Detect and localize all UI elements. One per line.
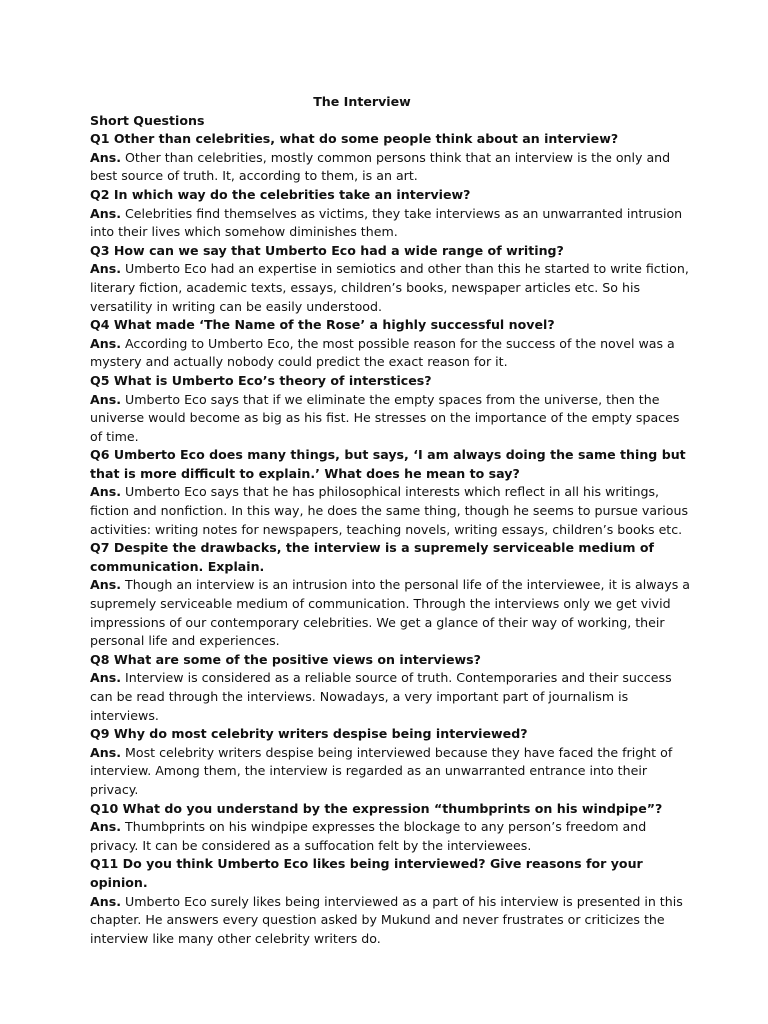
answer-3 xyxy=(90,260,690,316)
answer-label: Ans. xyxy=(90,149,121,165)
answer-label: Ans. xyxy=(90,670,121,686)
answer-text: According to Umberto Eco, the most possible reason for the success of the novel was a mystery and actually nobody could predict the exact reason for it. xyxy=(90,335,675,370)
answer-label: Ans. xyxy=(90,205,121,221)
answer-text: Interview is considered as a reliable source of truth. Contemporaries and their success can be read through the interviews. Nowadays, a very important part of journalism is interviews. xyxy=(90,670,672,723)
answer-8 xyxy=(90,669,690,725)
section-heading: Short Questions xyxy=(90,112,205,128)
answer-label: Ans. xyxy=(90,484,121,500)
question-9: Q9 Why do most celebrity writers despise being interviewed? xyxy=(90,726,528,742)
answer-label: Ans. xyxy=(90,261,121,277)
answer-9 xyxy=(90,744,690,800)
question-3: Q3 How can we say that Umberto Eco had a wide range of writing? xyxy=(90,242,564,258)
answer-label: Ans. xyxy=(90,744,121,760)
answer-text: Umberto Eco says that he has philosophical interests which reflect in all his writings, fiction and nonfiction. In this way, he does the same thing, though he seems to pursue various activities: writing notes for newspapers, teaching novels, writing essays, children’s books etc. xyxy=(90,484,689,537)
answer-label: Ans. xyxy=(90,335,121,351)
question-5: Q5 What is Umberto Eco’s theory of interstices? xyxy=(90,372,432,388)
answer-2 xyxy=(90,205,690,242)
answer-label: Ans. xyxy=(90,819,121,835)
answer-11 xyxy=(90,893,690,949)
answer-text: Celebrities find themselves as victims, they take interviews as an unwarranted intrusion into their lives which somehow diminishes them. xyxy=(90,205,683,240)
answer-7 xyxy=(90,576,690,650)
question-1: Q1 Other than celebrities, what do some people think about an interview? xyxy=(90,131,619,147)
answer-text: Umberto Eco says that if we eliminate the empty spaces from the universe, then the universe would become as big as his fist. He stresses on the importance of the empty spaces of time. xyxy=(90,391,680,444)
answer-label: Ans. xyxy=(90,577,121,593)
answer-label: Ans. xyxy=(90,391,121,407)
question-8: Q8 What are some of the positive views on interviews? xyxy=(90,651,481,667)
answer-text: Thumbprints on his windpipe expresses the blockage to any person’s freedom and privacy. It can be considered as a suffocation felt by the interviewees. xyxy=(90,819,647,853)
answer-label: Ans. xyxy=(90,893,121,909)
answer-text: Umberto Eco surely likes being interviewed as a part of his interview is presented in this chapter. He answers every question asked by Mukund and never frustrates or criticizes the interview like many other celebrity writers do. xyxy=(90,893,683,946)
question-2: Q2 In which way do the celebrities take an interview? xyxy=(90,186,471,202)
answer-6 xyxy=(90,483,690,539)
question-7: Q7 Despite the drawbacks, the interview is a supremely serviceable medium of communication. Explain. xyxy=(90,540,654,574)
question-4: Q4 What made ‘The Name of the Rose’ a highly successful novel? xyxy=(90,317,555,333)
qa-list xyxy=(90,130,690,948)
question-6: Q6 Umberto Eco does many things, but says, ‘I am always doing the same thing but that is more difficult to explain.’ What does he mean to say? xyxy=(90,447,686,481)
answer-4 xyxy=(90,335,690,372)
answer-text: Other than celebrities, mostly common persons think that an interview is the only and best source of truth. It, according to them, is an art. xyxy=(90,149,671,184)
question-10: Q10 What do you understand by the expression “thumbprints on his windpipe”? xyxy=(90,800,663,816)
document-page xyxy=(90,93,690,948)
answer-text: Though an interview is an intrusion into the personal life of the interviewee, it is always a supremely serviceable medium of communication. Through the interviews only we get vivid impressions of our contemporary celebrities. We get a glance of their way of working, their personal life and experiences. xyxy=(90,577,691,649)
answer-text: Most celebrity writers despise being interviewed because they have faced the fright of interview. Among them, the interview is regarded as an unwarranted entrance into their privacy. xyxy=(90,744,673,797)
document-title: The Interview xyxy=(313,94,411,109)
answer-5 xyxy=(90,391,690,447)
answer-10 xyxy=(90,818,690,855)
answer-1 xyxy=(90,149,690,186)
answer-text: Umberto Eco had an expertise in semiotics and other than this he started to write fiction, literary fiction, academic texts, essays, children’s books, newspaper articles etc. So his versatility in writing can be easily understood. xyxy=(90,261,689,314)
question-11: Q11 Do you think Umberto Eco likes being interviewed? Give reasons for your opinion. xyxy=(90,856,643,890)
